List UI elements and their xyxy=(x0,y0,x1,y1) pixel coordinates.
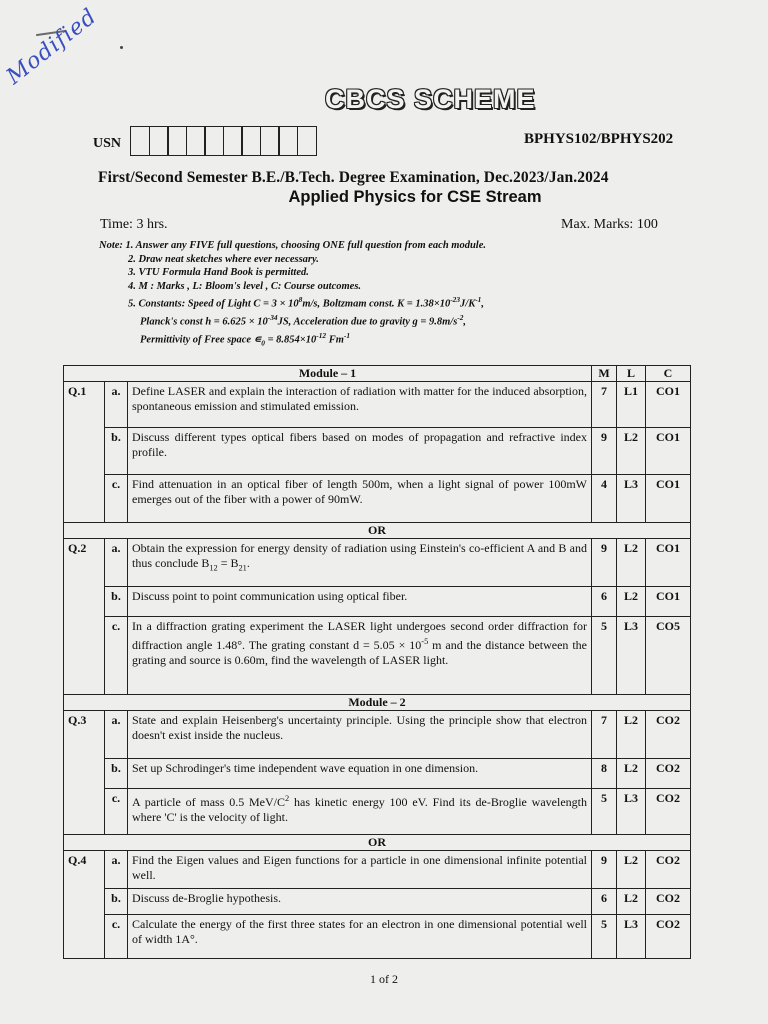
max-marks: Max. Marks: 100 xyxy=(561,217,658,232)
level: L1 xyxy=(617,382,646,428)
marks: 9 xyxy=(592,428,617,475)
table-row xyxy=(64,428,691,475)
level: L2 xyxy=(617,539,646,587)
question-text: Discuss de-Broglie hypothesis. xyxy=(128,889,592,915)
note-1: Note: 1. Answer any FIVE full questions, choosing ONE full question from each module. xyxy=(99,240,487,251)
usn-box[interactable] xyxy=(186,126,206,156)
question-text: Find the Eigen values and Eigen functions for a particle in one dimensional infinite potential well. xyxy=(128,851,592,889)
usn-box[interactable] xyxy=(223,126,243,156)
course-outcome: CO1 xyxy=(646,539,691,587)
marks: 6 xyxy=(592,587,617,617)
marks: 7 xyxy=(592,382,617,428)
question-text: Obtain the expression for energy density of radiation using Einstein's co-efficient A and B and thus conclude $B_{12} = B_{21}$. xyxy=(128,539,592,587)
level: L3 xyxy=(617,475,646,523)
time-allowed: Time: 3 hrs. xyxy=(100,217,168,232)
usn-box[interactable] xyxy=(167,126,187,156)
usn-box[interactable] xyxy=(297,126,317,156)
question-text: Set up Schrodinger's time independent wave equation in one dimension. xyxy=(128,759,592,789)
marks: 9 xyxy=(592,539,617,587)
sub-label: a. xyxy=(105,851,128,889)
course-outcome: CO1 xyxy=(646,428,691,475)
question-number: Q.2 xyxy=(64,539,105,695)
usn-box[interactable] xyxy=(130,126,150,156)
course-outcome: CO2 xyxy=(646,759,691,789)
course-outcome: CO1 xyxy=(646,475,691,523)
course-outcome: CO2 xyxy=(646,789,691,835)
note-5-cont-2: Permittivity of Free space $∊_0 = 8.854\times 10^{-12}$ $Fm^{-1}$ xyxy=(140,331,350,348)
or-divider: OR xyxy=(64,523,691,539)
usn-box[interactable] xyxy=(278,126,298,156)
module-2-heading: Module – 2 xyxy=(64,695,691,711)
question-table xyxy=(63,365,691,959)
course-outcome: CO2 xyxy=(646,915,691,959)
usn-box[interactable] xyxy=(241,126,261,156)
marks: 5 xyxy=(592,789,617,835)
question-number: Q.4 xyxy=(64,851,105,959)
level: L2 xyxy=(617,711,646,759)
module-row xyxy=(64,695,691,711)
sub-label: b. xyxy=(105,428,128,475)
question-text: A particle of mass 0.5 MeV/$C^2$ has kinetic energy 100 eV. Find its de-Broglie wavelength where 'C' is the velocity of light. xyxy=(128,789,592,835)
marks: 5 xyxy=(592,915,617,959)
note-5-cont: Planck's const $h = 6.625 \times 10^{-34}JS$, Acceleration due to gravity $g = 9.8m/s^{-2}$, xyxy=(140,313,467,328)
marks: 6 xyxy=(592,889,617,915)
question-text: Define LASER and explain the interaction of radiation with matter for the induced absorption, spontaneous emission and stimulated emission. xyxy=(128,382,592,428)
course-outcome: CO5 xyxy=(646,617,691,695)
course-outcome: CO2 xyxy=(646,889,691,915)
course-outcome: CO1 xyxy=(646,382,691,428)
marks: 5 xyxy=(592,617,617,695)
scheme-heading: CBCS SCHEME xyxy=(325,84,536,114)
note-5: 5. Constants: Speed of Light $C = 3 \times 10^8m/s$, Boltzmam const. $K = 1.38\times 10^{-23}J/K^{-1}$, xyxy=(128,295,484,310)
co-col-header: C xyxy=(646,366,691,382)
usn-boxes xyxy=(130,126,315,156)
course-outcome: CO2 xyxy=(646,851,691,889)
module-1-heading: Module – 1 xyxy=(64,366,592,382)
level: L2 xyxy=(617,428,646,475)
sub-label: c. xyxy=(105,475,128,523)
marks-col-header: M xyxy=(592,366,617,382)
or-row xyxy=(64,835,691,851)
or-divider: OR xyxy=(64,835,691,851)
level: L2 xyxy=(617,889,646,915)
marks: 7 xyxy=(592,711,617,759)
subject-code: BPHYS102/BPHYS202 xyxy=(524,131,674,147)
note-2: 2. Draw neat sketches where ever necessary. xyxy=(128,253,319,265)
instructions xyxy=(99,239,486,350)
level: L2 xyxy=(617,587,646,617)
course-outcome: CO1 xyxy=(646,587,691,617)
sub-label: b. xyxy=(105,759,128,789)
level: L2 xyxy=(617,851,646,889)
sub-label: c. xyxy=(105,789,128,835)
exam-title: First/Second Semester B.E./B.Tech. Degree Examination, Dec.2023/Jan.2024 xyxy=(98,169,609,186)
table-row xyxy=(64,759,691,789)
or-row xyxy=(64,523,691,539)
marks: 8 xyxy=(592,759,617,789)
note-3: 3. VTU Formula Hand Book is permitted. xyxy=(128,267,309,278)
table-row xyxy=(64,539,691,587)
sub-label: c. xyxy=(105,915,128,959)
handwritten-annotation: Modified xyxy=(2,4,102,90)
question-text: Calculate the energy of the first three states for an electron in one dimensional potential well of width 1A°. xyxy=(128,915,592,959)
level: L3 xyxy=(617,617,646,695)
sub-label: b. xyxy=(105,889,128,915)
level: L3 xyxy=(617,789,646,835)
level: L3 xyxy=(617,915,646,959)
pen-dot xyxy=(120,46,123,49)
question-text: Discuss point to point communication using optical fiber. xyxy=(128,587,592,617)
table-row xyxy=(64,587,691,617)
marks: 4 xyxy=(592,475,617,523)
table-row xyxy=(64,711,691,759)
sub-label: a. xyxy=(105,539,128,587)
question-text: In a diffraction grating experiment the LASER light undergoes second order diffraction for diffraction angle 1.48°. The grating constant $d = 5.05 \times 10^{-5}$ m and the distance between the grating and source is 0.60m, find the wavelength of LASER light. xyxy=(128,617,592,695)
table-row xyxy=(64,789,691,835)
sub-label: b. xyxy=(105,587,128,617)
subject-title: Applied Physics for CSE Stream xyxy=(288,188,542,206)
table-row xyxy=(64,475,691,523)
sub-label: c. xyxy=(105,617,128,695)
page-number: 1 of 2 xyxy=(370,972,398,986)
level-col-header: L xyxy=(617,366,646,382)
question-number: Q.1 xyxy=(64,382,105,523)
module-header-row xyxy=(64,366,691,382)
table-row xyxy=(64,915,691,959)
usn-label: USN xyxy=(93,136,122,151)
usn-box[interactable] xyxy=(149,126,169,156)
usn-box[interactable] xyxy=(204,126,224,156)
question-text: Find attenuation in an optical fiber of length 500m, when a light signal of power 100mW emerges out of the fiber with a power of 90mW. xyxy=(128,475,592,523)
marks: 9 xyxy=(592,851,617,889)
question-number: Q.3 xyxy=(64,711,105,835)
sub-label: a. xyxy=(105,382,128,428)
course-outcome: CO2 xyxy=(646,711,691,759)
note-4: 4. M : Marks , L: Bloom's level , C: Course outcomes. xyxy=(128,280,362,292)
table-row xyxy=(64,851,691,889)
usn-box[interactable] xyxy=(260,126,280,156)
level: L2 xyxy=(617,759,646,789)
table-row xyxy=(64,382,691,428)
question-text: State and explain Heisenberg's uncertainty principle. Using the principle show that electron doesn't exist inside the nucleus. xyxy=(128,711,592,759)
table-row xyxy=(64,889,691,915)
table-row xyxy=(64,617,691,695)
sub-label: a. xyxy=(105,711,128,759)
question-text: Discuss different types optical fibers based on modes of propagation and refractive index profile. xyxy=(128,428,592,475)
